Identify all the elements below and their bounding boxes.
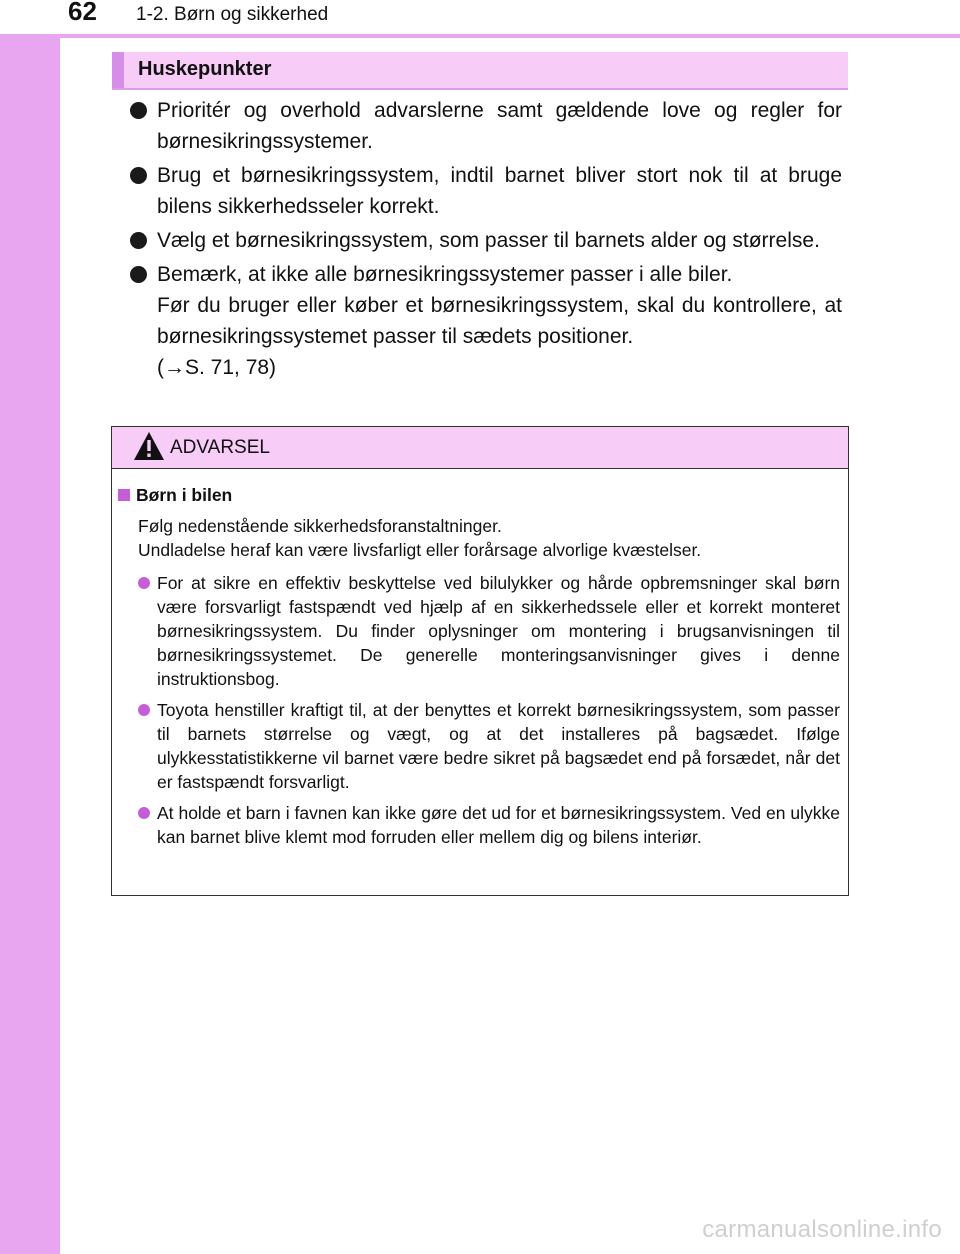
- list-item-text: For at sikre en effektiv beskyttelse ved bilulykker og hårde opbremsninger skal børn være forsvarligt fastspændt ved hjælp af en sikkerhedssele eller et korrekt monteret børnesikringssystem. Du finder oplysninger om montering i brugsanvisningen til børnesikringssystemet. De generelle monteringsanvisninger gives i denne instruktionsbog.: [157, 573, 840, 689]
- list-item: [130, 160, 842, 222]
- bullet-dot-icon: [138, 577, 150, 589]
- list-item: [130, 95, 842, 157]
- list-item: [130, 259, 842, 383]
- warning-box: [111, 426, 849, 896]
- warning-subheading: [118, 485, 232, 506]
- section-title: 1-2. Børn og sikkerhed: [136, 4, 329, 25]
- bullet-dot-icon: [138, 807, 150, 819]
- list-item: [130, 225, 842, 256]
- list-item-text: Bemærk, at ikke alle børnesikringssystemer passer i alle biler.: [157, 263, 733, 286]
- bullet-dot-icon: [130, 167, 147, 184]
- intro-line: Undladelse heraf kan være livsfarligt eller forårsage alvorlige kvæstelser.: [138, 540, 702, 560]
- page-number: 62: [68, 0, 97, 26]
- bullet-dot-icon: [130, 232, 147, 249]
- list-item-text: Brug et børnesikringssystem, indtil barnet bliver stort nok til at bruge bilens sikkerhedsseler korrekt.: [157, 164, 842, 218]
- page-reference: (→S. 71, 78): [157, 356, 277, 379]
- side-tab-strip: [0, 0, 60, 1254]
- warning-list: [138, 571, 840, 856]
- warning-header: [112, 427, 848, 469]
- points-title: Huskepunkter: [138, 58, 272, 80]
- bullet-dot-icon: [130, 102, 147, 119]
- bullet-dot-icon: [130, 266, 147, 283]
- list-item: [138, 698, 840, 794]
- points-list: [130, 95, 842, 386]
- points-heading-box: [112, 52, 848, 90]
- list-item: [138, 571, 840, 691]
- warning-intro: [138, 514, 838, 562]
- list-item: [138, 801, 840, 849]
- header-rule: [0, 34, 960, 38]
- list-item-text: Vælg et børnesikringssystem, som passer til barnets alder og størrelse.: [157, 229, 820, 252]
- list-item-text: Prioritér og overhold advarslerne samt gældende love og regler for børnesikringssystemer.: [157, 99, 842, 153]
- watermark: carmanualsonline.info: [702, 1216, 942, 1243]
- intro-line: Følg nedenstående sikkerhedsforanstaltninger.: [138, 516, 502, 536]
- warning-triangle-icon: [133, 431, 165, 461]
- heading-accent-bar: [112, 52, 124, 88]
- list-item-text: Toyota henstiller kraftigt til, at der benyttes et korrekt børnesikringssystem, som passer til barnets størrelse og vægt, og at det installeres på bagsædet. Ifølge ulykkesstatistikkerne vil barnet være bedre sikret på bagsædet end på forsædet, når det er fastspændt forsvarligt.: [157, 700, 840, 792]
- warning-label: ADVARSEL: [170, 437, 270, 458]
- list-item-text: Før du bruger eller køber et børnesikringssystem, skal du kontrollere, at børnesikringssystemet passer til sædets positioner.: [157, 294, 842, 348]
- warning-subheading-text: Børn i bilen: [136, 485, 233, 505]
- list-item-text: At holde et barn i favnen kan ikke gøre det ud for et børnesikringssystem. Ved en ulykke kan barnet blive klemt mod forruden eller mellem dig og bilens interiør.: [157, 803, 840, 847]
- square-bullet-icon: [118, 489, 130, 501]
- bullet-dot-icon: [138, 704, 150, 716]
